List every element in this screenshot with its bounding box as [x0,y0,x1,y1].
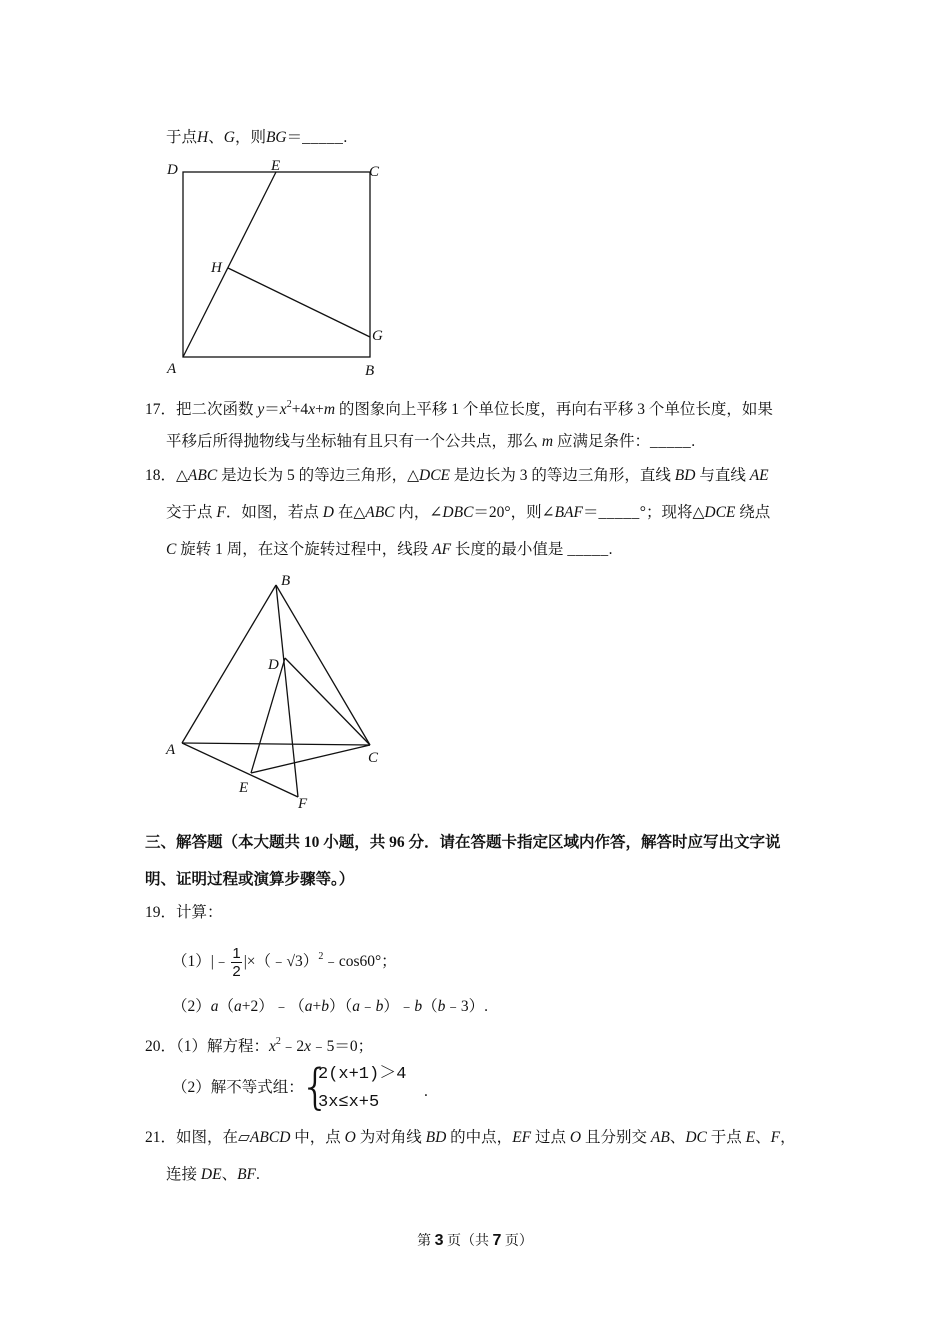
math-variable: y [257,401,265,418]
text-segment: +4 [291,401,309,418]
math-variable: x [308,401,316,418]
fraction-denominator: 2 [232,963,241,980]
math-variable: BF [237,1166,257,1183]
text-segment: 17．把二次函数 [145,401,258,418]
math-variable: DC [685,1129,707,1146]
math-variable: ABC [187,467,218,484]
section3-heading-line2 [145,870,354,890]
text-segment: ﹣cos60°； [323,953,397,971]
text-segment: 于点 [706,1129,746,1146]
segment-hg [228,268,370,337]
math-variable: H [197,129,209,146]
q21-line2 [166,1165,260,1185]
page-footer [0,1230,950,1250]
text-segment: 、 [208,129,224,146]
text-segment: 为对角线 [355,1129,426,1146]
label-e: E [239,780,249,796]
label-b: B [365,363,375,379]
text-segment: ＝ [264,401,280,418]
text-segment: （2） [172,998,211,1015]
text-segment: 过点 [531,1129,570,1146]
text-segment: |×（﹣√3） [243,953,319,971]
label-d: D [167,162,178,178]
inequality-end: . [424,1083,428,1100]
math-variable: a [304,998,313,1015]
text-segment: 、 [221,1166,238,1183]
q20-part2 [172,1078,304,1098]
text-segment: 中，点 [290,1129,345,1146]
text-segment: 平移后所得抛物线与坐标轴有且只有一个公共点，那么 [166,433,542,450]
segment-dc [285,658,370,745]
q20-part1 [145,1032,373,1057]
text-segment: + [312,998,322,1015]
text-segment: 且分别交 [581,1129,651,1146]
label-a: A [167,361,177,377]
label-a: A [166,742,176,758]
math-variable: O [344,1129,356,1146]
math-variable: m [323,401,336,418]
text-segment: +2）﹣（ [241,998,305,1015]
q19-part1 [172,945,397,980]
q17-line1 [145,395,773,420]
triangle-figure [182,585,370,797]
text-segment: （2）解不等式组： [172,1079,304,1096]
text-segment: 的中点， [446,1129,513,1146]
math-variable: DBC [442,504,474,521]
text-segment: ）﹣ [383,998,415,1015]
text-segment: 、 [669,1129,686,1146]
text-segment: . [256,1166,260,1183]
segment-ac [182,743,370,745]
math-variable: x [269,1038,276,1055]
math-variable: BAF [554,504,583,521]
footer-text: 第 [417,1234,435,1249]
text-segment: 内，∠ [394,504,443,521]
q18-line1 [145,466,769,486]
math-variable: ABC [365,504,395,521]
answer-blank: _____ [567,541,609,558]
text-segment: 于点 [166,129,198,146]
superscript: 2 [286,399,292,410]
math-variable: F [770,1129,781,1146]
section3-heading-line1 [145,833,781,853]
q19-title [145,903,223,923]
footer-text: 页（共 [443,1234,493,1249]
text-segment: （1）|﹣ [172,953,230,971]
text-segment: °；现将△ [639,504,705,521]
math-variable: a [352,998,361,1015]
answer-blank: _____ [598,504,640,521]
text-segment: ＝ [583,504,599,521]
text-segment: 绕点 [735,504,771,521]
segment-ec [251,745,370,773]
text-segment: ＝20°，则∠ [473,504,555,521]
answer-blank: _____ [302,129,344,146]
brace-icon: { [300,1059,331,1115]
inequality-line2: 3x≤x+5 [318,1093,380,1112]
fraction [231,945,241,980]
superscript: 2 [318,951,324,963]
math-variable: ABCD [249,1129,291,1146]
math-variable: x [279,401,287,418]
math-variable: AE [749,467,769,484]
math-variable: G [223,129,235,146]
text-segment: （ [422,998,438,1015]
label-h: H [211,260,222,276]
math-variable: E [745,1129,756,1146]
math-variable: b [414,998,423,1015]
math-variable: a [234,998,242,1015]
text-segment: 19．计算： [145,904,223,921]
q19-part2 [172,997,488,1017]
text-segment: 连接 [166,1166,201,1183]
fraction-numerator: 1 [232,945,241,962]
text-segment: 交于点 [166,504,217,521]
text-segment: ﹣2 [280,1038,305,1055]
text-segment: ﹣3）. [445,998,488,1015]
math-variable: BD [674,467,696,484]
q19-part1-prefix [172,953,229,970]
math-variable: O [569,1129,582,1146]
label-c: C [369,164,380,180]
text-segment: 18．△ [145,467,188,484]
math-variable: a [210,998,219,1015]
text-segment: 是边长为 5 的等边三角形，△ [217,467,419,484]
math-variable: BD [425,1129,447,1146]
superscript: 2 [275,1036,281,1047]
segment-de [251,658,285,773]
text-segment: 的图象向上平移 1 个单位长度，再向右平移 3 个单位长度，如果 [335,401,773,418]
math-variable: D [322,504,334,521]
text-segment: ， [780,1129,796,1146]
q21-line1 [145,1128,796,1148]
text-segment: 长度的最小值是 [451,541,568,558]
label-g: G [372,328,383,344]
text-segment: ．如图，若点 [225,504,323,521]
page-number: 3 [434,1232,444,1249]
text-segment: 旋转 1 周，在这个旋转过程中，线段 [176,541,433,558]
math-variable: m [541,433,554,450]
math-variable: DE [200,1166,222,1183]
text-segment: ﹣ [360,998,376,1015]
math-variable: b [321,998,330,1015]
text-segment: ﹣5＝0； [311,1038,374,1055]
math-variable: b [437,998,446,1015]
text-segment: 、 [755,1129,771,1146]
q18-line2 [166,503,770,523]
text-segment: 21．如图，在▱ [145,1129,250,1146]
math-variable: AF [432,541,452,558]
text-segment: . [343,129,348,146]
text-segment: 在△ [333,504,366,521]
text-segment: ）（ [329,998,353,1015]
math-variable: DCE [419,467,450,484]
math-variable: b [375,998,384,1015]
text-segment: + [315,401,324,418]
q18-line3 [166,540,612,560]
footer-text: 页） [501,1234,533,1249]
text-segment: ，则 [234,129,266,146]
segment-ab [182,585,276,743]
math-variable: F [216,504,226,521]
math-variable: EF [512,1129,532,1146]
label-e: E [271,158,281,174]
inequality-line1: 2(x+1)＞4 [318,1065,407,1084]
q19-part1-suffix [244,953,397,970]
text-segment: 与直线 [695,467,750,484]
text-segment: 20．（1）解方程： [145,1038,270,1055]
math-variable: x [304,1038,312,1055]
text-segment: 是边长为 3 的等边三角形，直线 [450,467,675,484]
text-segment: 应满足条件： [553,433,650,450]
label-c: C [368,750,379,766]
text-segment: （ [218,998,235,1015]
math-variable: DCE [704,504,736,521]
label-d: D [268,657,279,673]
text-segment: ＝ [286,129,303,146]
segment-ae [183,172,276,357]
text-segment: . [691,433,696,450]
math-variable: C [166,541,177,558]
math-variable: AB [650,1129,670,1146]
text-segment: 三、解答题（本大题共 10 小题，共 96 分．请在答题卡指定区域内作答，解答时应写出文字说 [145,834,781,851]
label-f: F [298,796,308,812]
label-b: B [281,573,291,589]
q17-line2 [166,432,695,452]
math-variable: BG [265,129,287,146]
text-segment: . [608,541,613,558]
total-pages: 7 [492,1232,502,1249]
answer-blank: _____ [649,433,692,450]
text-segment: 明、证明过程或演算步骤等。） [145,871,355,888]
